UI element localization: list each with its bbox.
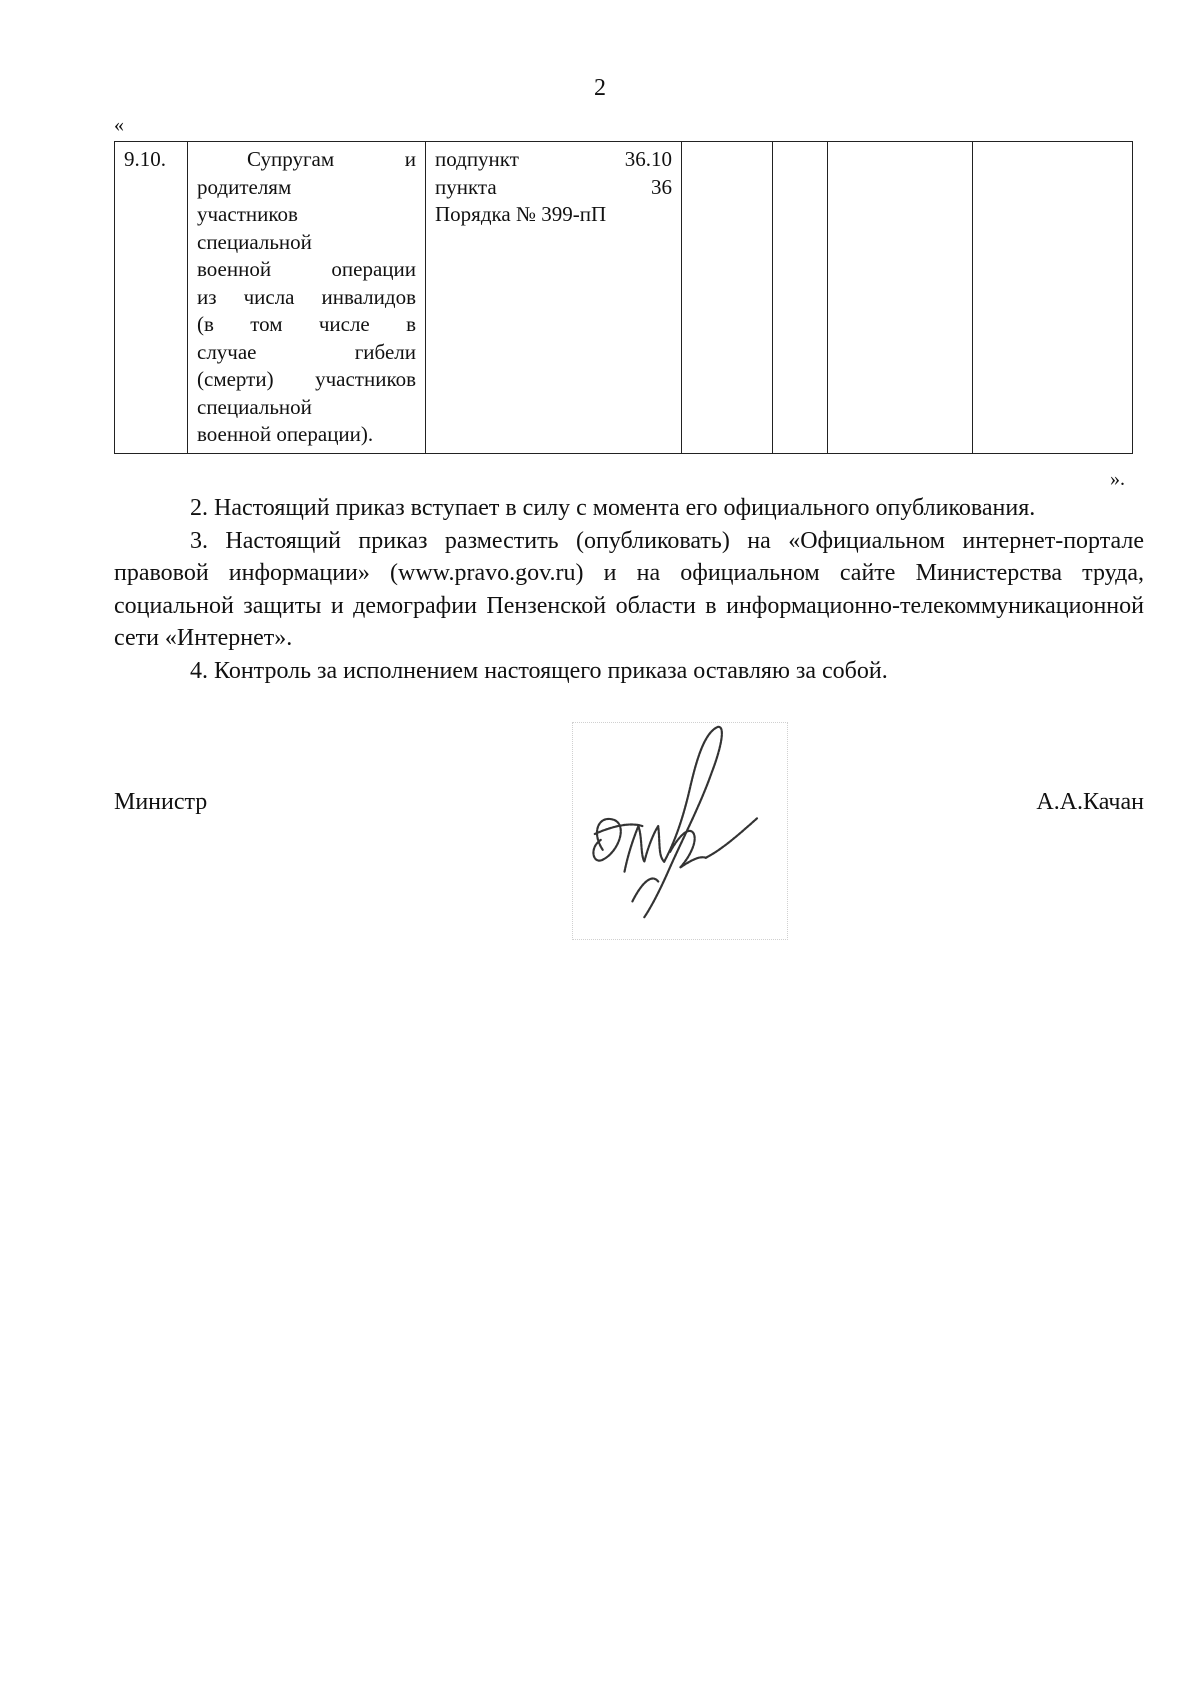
- row-cell-4: [682, 142, 773, 454]
- cell-text-line: пункта 36: [435, 174, 672, 199]
- signatory-title: Министр: [114, 789, 208, 815]
- signatory-name: А.А.Качан: [1036, 789, 1144, 815]
- row-cell-7: [973, 142, 1133, 454]
- cell-text-line: подпункт 36.10: [435, 147, 672, 171]
- cell-text-line: из числа инвалидов: [197, 284, 416, 309]
- cell-text-line: (смерти) участников: [197, 367, 416, 391]
- cell-text-line: Супругам и: [247, 147, 416, 171]
- page-number: 2: [594, 75, 606, 101]
- row-reference-cell: [426, 142, 682, 454]
- handwritten-signature-icon: [572, 722, 788, 940]
- paragraph-control: 4. Контроль за исполнением настоящего приказа оставляю за собой.: [190, 657, 888, 684]
- cell-text-line: специальной: [197, 394, 312, 419]
- paragraph-publication: 3. Настоящий приказ разместить (опубликовать) на «Официальном интернет-портале правовой информации» (www.pravo.gov.ru) и на официальном сайте Министерства труда, социальной защиты и демографии Пензенской области в информационно-телекоммуникационной сети «Интернет».: [114, 527, 1144, 651]
- order-body: [114, 492, 1144, 687]
- row-description: [197, 146, 416, 449]
- table-container: [114, 141, 1132, 454]
- row-number-cell: [115, 142, 188, 454]
- cell-text-line: специальной: [197, 229, 312, 254]
- row-description-cell: [188, 142, 426, 454]
- table-row: [115, 142, 1133, 454]
- signature-block: [114, 786, 1144, 820]
- row-cell-5: [773, 142, 828, 454]
- cell-text-line: родителям: [197, 174, 292, 199]
- row-number: 9.10.: [124, 147, 166, 171]
- row-cell-6: [828, 142, 973, 454]
- cell-text-line: Порядка № 399-пП: [435, 202, 607, 226]
- row-reference: [435, 146, 672, 229]
- paragraph-effective-date: 2. Настоящий приказ вступает в силу с момента его официального опубликования.: [190, 495, 1036, 521]
- table-close-quote: ».: [1110, 468, 1125, 490]
- cell-text-line: участников: [197, 202, 298, 226]
- cell-text-line: военной операции).: [197, 422, 374, 446]
- cell-text-line: (в том числе в: [197, 312, 416, 336]
- cell-text-line: военной операции: [197, 257, 416, 281]
- benefits-table: [114, 141, 1133, 454]
- cell-text-line: случае гибели: [197, 339, 416, 364]
- table-open-quote: «: [114, 114, 124, 136]
